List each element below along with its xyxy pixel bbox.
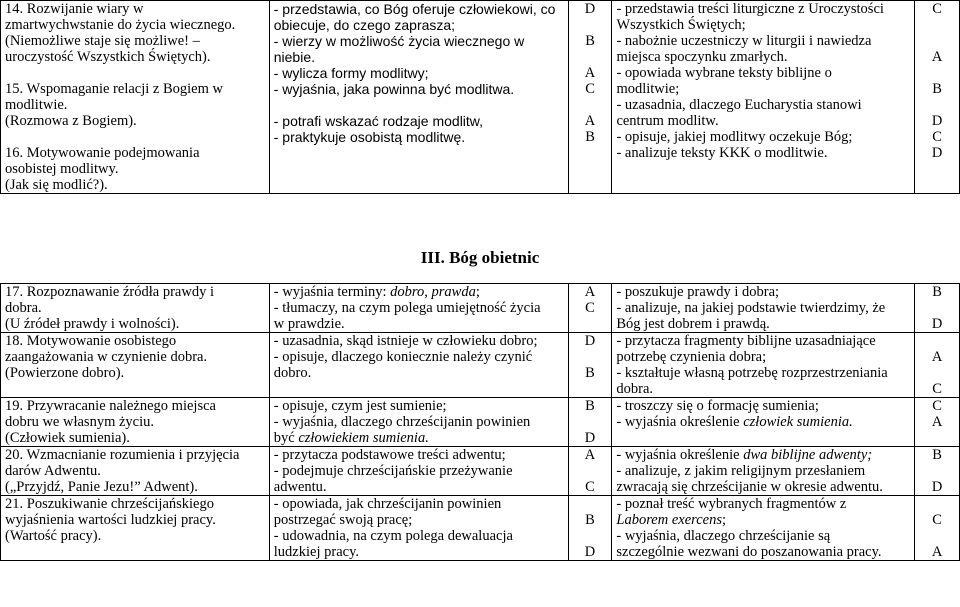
extended-requirements-cell-line: Wszystkich Świętych; — [616, 17, 746, 33]
topic-cell-line: 21. Poszukiwanie chrześcijańskiego — [5, 496, 214, 512]
requirements-cell — [269, 398, 568, 447]
extended-requirements-cell — [612, 447, 915, 496]
table-row — [1, 496, 960, 561]
requirement-level-cell-line: D — [584, 544, 596, 560]
extended-requirements-cell-line: - wyjaśnia, dlaczego chrześcijanie są — [616, 528, 831, 544]
curriculum-table-top — [0, 0, 960, 194]
extended-requirements-cell-line: centrum modlitw. — [616, 113, 719, 129]
requirement-level-cell — [568, 284, 612, 333]
requirements-cell-line: - praktykuje osobistą modlitwę. — [273, 129, 466, 145]
table-row — [1, 284, 960, 333]
requirements-cell-line: - potrafi wskazać rodzaje modlitw, — [273, 113, 484, 129]
extended-level-cell-line: B — [932, 81, 942, 97]
extended-requirements-cell-line: - uzasadnia, dlaczego Eucharystia stanowi — [616, 97, 862, 113]
extended-level-cell-line: D — [931, 113, 943, 129]
extended-requirements-cell-line: - analizuje, z jakim religijnym przesłaniem — [616, 463, 866, 479]
extended-requirements-cell-line: - analizuje teksty KKK o modlitwie. — [616, 145, 828, 161]
topic-cell-line: (Niemożliwe staje się możliwe! – — [5, 33, 200, 49]
requirements-cell-line: adwentu. — [273, 479, 327, 495]
topic-cell-line: (Powierzone dobro). — [5, 365, 125, 381]
curriculum-table-bottom — [0, 283, 960, 561]
requirements-cell — [269, 447, 568, 496]
topic-cell — [1, 447, 270, 496]
extended-level-cell — [915, 447, 960, 496]
extended-level-cell-line: C — [932, 1, 942, 17]
extended-requirements-cell-line: - przytacza fragmenty biblijne uzasadniające — [616, 333, 876, 349]
extended-level-cell — [915, 284, 960, 333]
extended-level-cell-line — [919, 365, 955, 381]
topic-cell-line — [5, 129, 265, 145]
extended-requirements-cell-line: - wyjaśnia określenie człowiek sumienia. — [616, 414, 853, 430]
extended-level-cell-line: D — [931, 479, 943, 495]
topic-cell-line: (U źródeł prawdy i wolności). — [5, 316, 180, 332]
requirements-cell-line: - podejmuje chrześcijańskie przeżywanie — [273, 463, 513, 479]
topic-cell — [1, 398, 270, 447]
requirements-cell-line: być człowiekiem sumienia. — [273, 430, 429, 446]
topic-cell-line: zaangażowania w czynienie dobra. — [5, 349, 208, 365]
extended-level-cell-line: D — [931, 316, 943, 332]
topic-cell-line: (Człowiek sumienia). — [5, 430, 130, 446]
requirements-cell — [269, 1, 568, 194]
requirements-cell-line: ludzkiej pracy. — [273, 544, 359, 560]
extended-requirements-cell-line: Bóg jest dobrem i prawdą. — [616, 316, 770, 332]
requirements-cell — [269, 284, 568, 333]
requirement-level-cell-line: B — [585, 512, 595, 528]
requirement-level-cell-line: A — [584, 113, 596, 129]
requirements-cell-line: - wierzy w możliwość życia wiecznego w — [273, 33, 525, 49]
extended-level-cell-line — [919, 463, 955, 479]
requirements-cell — [269, 333, 568, 398]
requirements-cell-line: - udowadnia, na czym polega dewaluacja — [273, 528, 513, 544]
table-row — [1, 1, 960, 194]
requirements-cell-line: obiecuje, do czego zaprasza; — [273, 17, 456, 33]
extended-level-cell — [915, 333, 960, 398]
extended-requirements-cell-line: - opowiada wybrane teksty biblijne o — [616, 65, 832, 81]
topic-cell-line: 20. Wzmacnianie rozumienia i przyjęcia — [5, 447, 240, 463]
extended-requirements-cell-line: - troszczy się o formację sumienia; — [616, 398, 819, 414]
extended-requirements-cell-line: - przedstawia treści liturgiczne z Uroczystości — [616, 1, 884, 17]
extended-requirements-cell-line: szczególnie wezwani do poszanowania pracy. — [616, 544, 882, 560]
requirement-level-cell-line — [573, 528, 608, 544]
table-row — [1, 447, 960, 496]
requirement-level-cell-line: C — [585, 81, 595, 97]
topic-cell-line: (Wartość pracy). — [5, 528, 102, 544]
requirement-level-cell-line: B — [585, 398, 595, 414]
extended-level-cell-line: C — [932, 512, 942, 528]
extended-requirements-cell-line: miejsca spoczynku zmarłych. — [616, 49, 788, 65]
extended-level-cell-line: C — [932, 129, 942, 145]
requirements-cell-line: dobro. — [273, 365, 312, 381]
extended-level-cell-line — [919, 300, 955, 316]
requirements-cell-line: niebie. — [273, 49, 315, 65]
extended-level-cell-line: A — [931, 414, 943, 430]
topic-cell-line — [5, 381, 265, 397]
table-row — [1, 333, 960, 398]
requirements-cell-line: - przytacza podstawowe treści adwentu; — [273, 447, 506, 463]
topic-cell-line: 18. Motywowanie osobistego — [5, 333, 177, 349]
extended-level-cell-line — [919, 97, 955, 113]
requirements-cell-line: - przedstawia, co Bóg oferuje człowiekowi, co — [273, 1, 556, 17]
extended-level-cell-line: D — [931, 145, 943, 161]
topic-cell-line: 19. Przywracanie należnego miejsca — [5, 398, 216, 414]
requirement-level-cell-line — [573, 349, 608, 365]
extended-level-cell-line — [919, 528, 955, 544]
topic-cell-line: 15. Wspomaganie relacji z Bogiem w — [5, 81, 223, 97]
extended-requirements-cell-line: potrzebę czynienia dobra; — [616, 349, 767, 365]
requirement-level-cell-line — [573, 381, 608, 397]
topic-cell-line: osobistej modlitwy. — [5, 161, 119, 177]
extended-requirements-cell — [612, 333, 915, 398]
requirement-level-cell — [568, 496, 612, 561]
topic-cell — [1, 496, 270, 561]
requirement-level-cell-line: C — [585, 300, 595, 316]
requirement-level-cell-line: B — [585, 365, 595, 381]
extended-requirements-cell-line: - analizuje, na jakiej podstawie twierdzimy, że — [616, 300, 886, 316]
extended-requirements-cell-line: dobra. — [616, 381, 654, 397]
requirements-cell-line: - opisuje, czym jest sumienie; — [273, 398, 447, 414]
topic-cell-line: (Jak się modlić?). — [5, 177, 108, 193]
extended-level-cell-line: C — [932, 398, 942, 414]
extended-requirements-cell — [612, 496, 915, 561]
requirement-level-cell-line: A — [584, 447, 596, 463]
requirements-cell-line: - opisuje, dlaczego koniecznie należy czynić — [273, 349, 533, 365]
extended-level-cell-line — [919, 333, 955, 349]
requirements-cell-line — [274, 97, 564, 113]
requirement-level-cell-line — [573, 496, 608, 512]
requirements-cell-line: - wyjaśnia, jaka powinna być modlitwa. — [273, 81, 515, 97]
requirement-level-cell-line: B — [585, 33, 595, 49]
requirements-cell-line: - uzasadnia, skąd istnieje w człowieku dobro; — [273, 333, 538, 349]
extended-level-cell — [915, 398, 960, 447]
extended-requirements-cell-line: - poznał treść wybranych fragmentów z — [616, 496, 847, 512]
requirement-level-cell — [568, 333, 612, 398]
requirement-level-cell-line — [573, 316, 608, 332]
requirement-level-cell-line: D — [584, 333, 596, 349]
topic-cell-line: (Rozmowa z Bogiem). — [5, 113, 137, 129]
topic-cell-line: wyjaśnienia wartości ludzkiej pracy. — [5, 512, 216, 528]
requirement-level-cell-line: D — [584, 430, 596, 446]
extended-requirements-cell-line: - nabożnie uczestniczy w liturgii i nawiedza — [616, 33, 872, 49]
section-title: III. Bóg obietnic — [420, 248, 540, 267]
requirement-level-cell-line — [573, 463, 608, 479]
requirements-cell-line: - opowiada, jak chrześcijanin powinien — [273, 496, 502, 512]
requirement-level-cell-line — [573, 97, 608, 113]
extended-requirements-cell-line: - kształtuje własną potrzebę rozprzestrzeniania — [616, 365, 888, 381]
topic-cell-line: zmartwychwstanie do życia wiecznego. — [5, 17, 236, 33]
extended-requirements-cell-line: - poszukuje prawdy i dobra; — [616, 284, 780, 300]
extended-level-cell-line — [919, 65, 955, 81]
requirement-level-cell-line: A — [584, 284, 596, 300]
topic-cell-line: uroczystość Wszystkich Świętych). — [5, 49, 211, 65]
extended-level-cell-line — [919, 496, 955, 512]
topic-cell — [1, 1, 270, 194]
extended-level-cell-line: A — [931, 349, 943, 365]
requirements-cell-line: w prawdzie. — [273, 316, 345, 332]
extended-requirements-cell-line: - wyjaśnia określenie dwa biblijne adwenty; — [616, 447, 873, 463]
requirement-level-cell-line: C — [585, 479, 595, 495]
requirements-cell-line: - tłumaczy, na czym polega umiejętność życia — [273, 300, 541, 316]
extended-requirements-cell-line: modlitwie; — [616, 81, 680, 97]
extended-level-cell-line: A — [931, 544, 943, 560]
extended-level-cell-line: B — [932, 447, 942, 463]
topic-cell-line — [5, 544, 265, 560]
requirement-level-cell — [568, 398, 612, 447]
requirements-cell-line: postrzegać swoją pracę; — [273, 512, 413, 528]
requirements-cell-line: - wylicza formy modlitwy; — [273, 65, 429, 81]
table-row — [1, 398, 960, 447]
requirement-level-cell-line — [573, 49, 608, 65]
extended-level-cell — [915, 496, 960, 561]
topic-cell-line: dobra. — [5, 300, 42, 316]
topic-cell-line: darów Adwentu. — [5, 463, 101, 479]
extended-requirements-cell — [612, 284, 915, 333]
extended-level-cell-line: A — [931, 49, 943, 65]
topic-cell-line: modlitwie. — [5, 97, 68, 113]
extended-requirements-cell-line: Laborem exercens; — [616, 512, 727, 528]
topic-cell — [1, 333, 270, 398]
extended-level-cell — [915, 1, 960, 194]
extended-requirements-cell — [612, 398, 915, 447]
requirement-level-cell — [568, 447, 612, 496]
requirements-cell — [269, 496, 568, 561]
topic-cell-line: 17. Rozpoznawanie źródła prawdy i — [5, 284, 214, 300]
requirements-cell-line: - wyjaśnia terminy: dobro, prawda; — [273, 284, 480, 300]
topic-cell-line: („Przyjdź, Panie Jezu!” Adwent). — [5, 479, 198, 495]
requirements-cell-line: - wyjaśnia, dlaczego chrześcijanin powinien — [273, 414, 531, 430]
topic-cell-line: 16. Motywowanie podejmowania — [5, 145, 200, 161]
extended-level-cell-line: C — [932, 381, 942, 397]
extended-level-cell-line — [919, 430, 955, 446]
extended-requirements-cell-line: - opisuje, jakiej modlitwy oczekuje Bóg; — [616, 129, 853, 145]
topic-cell-line: dobru we własnym życiu. — [5, 414, 154, 430]
requirement-level-cell-line: A — [584, 65, 596, 81]
topic-cell-line: 14. Rozwijanie wiary w — [5, 1, 144, 17]
extended-requirements-cell-line — [616, 430, 910, 446]
requirements-cell-line — [274, 381, 564, 397]
extended-level-cell-line: B — [932, 284, 942, 300]
extended-requirements-cell — [612, 1, 915, 194]
requirement-level-cell-line — [573, 414, 608, 430]
requirement-level-cell — [568, 1, 612, 194]
requirement-level-cell-line: B — [585, 129, 595, 145]
topic-cell — [1, 284, 270, 333]
topic-cell-line — [5, 65, 265, 81]
extended-level-cell-line — [919, 17, 955, 33]
extended-level-cell-line — [919, 33, 955, 49]
extended-requirements-cell-line: zwracają się chrześcijanie w okresie adwentu. — [616, 479, 883, 495]
requirement-level-cell-line — [573, 17, 608, 33]
requirement-level-cell-line: D — [584, 1, 596, 17]
